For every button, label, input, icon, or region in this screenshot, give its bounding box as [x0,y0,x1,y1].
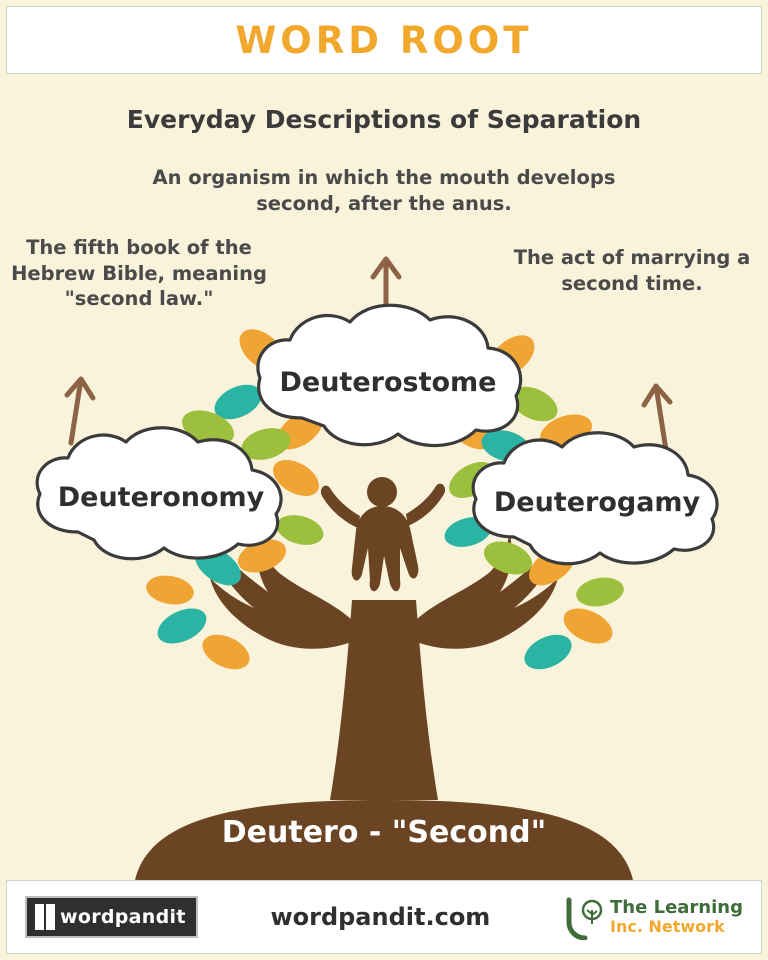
tree-logo-icon [563,894,603,940]
annotation-deuterostome: An organism in which the mouth develops second, after the anus. [152,166,616,215]
cloud-label: Deuterostome [279,367,497,398]
annotation-deuterogamy: The act of marrying a second time. [513,246,751,295]
child-silhouette-icon [321,477,445,591]
book-icon [35,904,55,930]
footer-bar [6,880,762,954]
cloud-deuteronomy[interactable] [16,420,306,575]
cloud-deuterogamy[interactable] [452,425,742,580]
brand-label: wordpandit [60,906,186,928]
partner-line-2: Inc. Network [610,917,725,937]
annotation-deuteronomy: The fifth book of the Hebrew Bible, meaning "second law." [11,236,267,311]
wordpandit-logo[interactable] [25,896,198,938]
page-title: WORD ROOT [235,18,533,62]
partner-line-1: The Learning [610,896,743,918]
cloud-label: Deuteronomy [57,482,265,513]
partner-logo[interactable] [563,894,743,940]
cloud-label: Deuterogamy [493,487,701,518]
root-meaning-label: Deutero - "Second" [221,815,547,850]
site-url[interactable]: wordpandit.com [270,903,491,931]
subtitle: Everyday Descriptions of Separation [126,105,642,134]
